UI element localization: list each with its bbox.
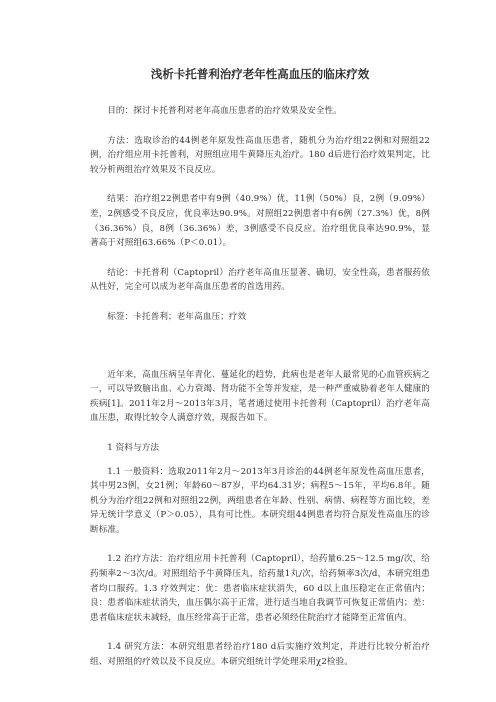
abstract-objective: 目的：探讨卡托普利对老年高血压患者的治疗效果及安全性。 [107,106,342,116]
treatment-method-paragraph: 1.2 治疗方法：治疗组应用卡托普利（Captopril），给药量6.25～12.5 mg/次，给药频率2～3次/d。对照组给予牛黄降压丸，给药量1丸/次，给药频率3次/d，本研究组患者均口服药。1.3 疗效判定：优：患者临床症状消失，60 d以上血压稳定在正常值内；良：患者临床症状消失，血压偶尔高于正常，进行适当地自我调节可恢复正常值内；差：患者临床症状未减轻，血压经常高于正常，患者必须经住院治疗才能降至正常值内。 [90,554,430,623]
article-title: 浅析卡托普利治疗老年性高血压的临床疗效 [150,67,370,81]
abstract-methods: 方法：选取诊治的44例老年原发性高血压患者，随机分为治疗组22例和对照组22例，治疗组应用卡托普利，对照组应用牛黄降压丸治疗。180 d后进行治疗效果判定，比较分析两组治疗效果及不良反应。 [90,135,430,175]
abstract-conclusion: 结论：卡托普利（Captopril）治疗老年高血压显著、确切，安全性高，患者服药依从性好，完全可以成为老年高血压患者的首选用药。 [90,267,430,293]
abstract-results: 结果：治疗组22例患者中有9例（40.9%）优，11例（50%）良，2例（9.09%）差，2例感受不良反应，优良率达90.9%。对照组22例患者中有6例（27.3%）优，8例（36.36%）良，8例（36.36%）差，3例感受不良反应。治疗组优良率达90.9%，显著高于对照组63.66%（P＜0.01）。 [90,194,430,249]
section-heading-materials-methods: 1 资料与方法 [107,442,160,453]
keywords: 标签：卡托普利；老年高血压；疗效 [107,311,247,322]
general-data-paragraph: 1.1 一般资料：选取2011年2月～2013年3月诊治的44例老年原发性高血压患者，其中男23例，女21例；年龄60～87岁，平均64.31岁；病程5～15年，平均6.8年。随机分为治疗组22例和对照组22例，两组患者在年龄、性别、病情、病程等方面比较，差异无统计学意义（P＞0.05），具有可比性。本研究组44例患者均符合原发性高血压的诊断标准。 [90,466,430,535]
research-method-paragraph: 1.4 研究方法：本研究组患者经治疗180 d后实施疗效判定，并进行比较分析治疗组、对照组的疗效以及不良反应。本研究组统计学处理采用χ2检验。 [90,642,430,668]
intro-paragraph: 近年来，高血压病呈年青化、蔓延化的趋势，此病也是老年人最常见的心血管疾病之一，可以导致脑出血、心力衰竭、肾功能不全等并发症，是一种严重威胁着老年人健康的疾病[1]。2011年2月～2013年3月，笔者通过使用卡托普利（Captopril）治疗老年高血压患，取得比较令人满意疗效，现报告如下。 [90,369,430,424]
section-gap [90,340,430,368]
